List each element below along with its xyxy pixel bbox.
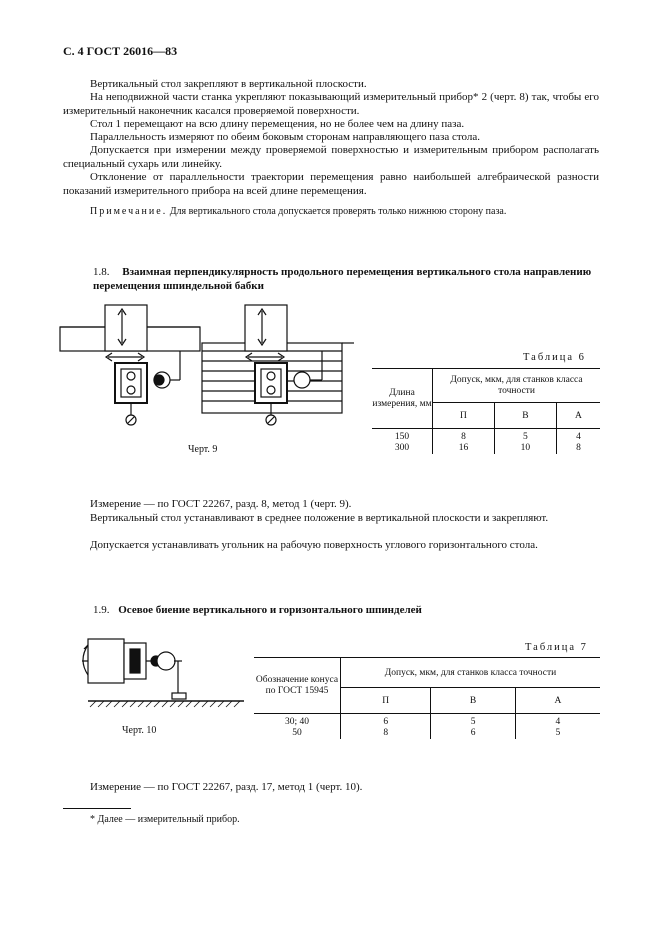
figure-9-drawing [60,305,360,440]
class-header: А [556,403,600,429]
figure-10-drawing [74,635,249,720]
table-cell: 6 [341,714,431,728]
table-cell: 8 [576,443,581,453]
paragraph: Допускается при измерении между проверяемой поверхностью и измерительным прибором располагать специальный сухарь или линейку. [63,144,599,170]
paragraph: Стол 1 перемещают на всю длину перемещения, но не более чем на длину паза. [90,118,465,130]
table-cell: 300 [372,442,433,454]
section-number: 1.9. [93,604,110,616]
table-row [254,727,600,739]
table-cell: 16 [433,442,495,454]
paragraph: Измерение — по ГОСТ 22267, разд. 8, метод 1 (черт. 9). [90,498,352,510]
section-heading-1-9 [93,604,599,618]
table-cell: 5 [494,429,556,443]
table-header-length: Длина измерения, мм [372,369,433,429]
table-row [372,429,600,443]
table-cell: 10 [494,442,556,454]
table-cell: 4 [555,717,561,727]
table-6 [372,368,600,454]
paragraph: Измерение — по ГОСТ 22267, разд. 17, метод 1 (черт. 10). [90,781,363,793]
page-header: С. 4 ГОСТ 26016—83 [63,44,178,58]
section-title: Взаимная перпендикулярность продольного перемещения вертикального стола направлению перемещения шпиндельной бабки [93,266,592,292]
table-cell: 5 [555,728,561,738]
section-title: Осевое биение вертикального и горизонтального шпинделей [118,604,422,616]
paragraph: Отклонение от параллельности траектории перемещения равно наибольшей алгебраической разности показаний измерительного прибора на всей длине перемещения. [63,171,599,197]
paragraph: На неподвижной части станка укрепляют показывающий измерительный прибор* 2 (черт. 8) так, чтобы его измерительный наконечник касался проверяемой поверхности. [63,91,599,117]
table-7-caption: Таблица 7 [525,642,588,653]
table-7 [254,657,600,739]
table-cell: 150 [372,429,433,443]
note-text: Для вертикального стола допускается проверять только нижнюю сторону паза. [169,206,507,217]
table-header-tolerance: Допуск, мкм, для станков класса точности [341,658,601,688]
note-label: Примечание. [90,206,168,217]
section-heading-1-8 [93,266,599,293]
paragraph: Параллельность измеряют по обеим боковым сторонам направляющего паза стола. [90,131,480,143]
table-cell: 8 [433,429,495,443]
class-header: В [494,403,556,429]
footnote: * Далее — измерительный прибор. [90,814,240,825]
note [90,206,506,217]
table-row [372,442,600,454]
table-row [254,714,600,728]
table-cell: 5 [431,714,515,728]
class-header: П [433,403,495,429]
figure-10-caption: Черт. 10 [122,725,157,736]
table-6-caption: Таблица 6 [523,352,586,363]
figure-9-caption: Черт. 9 [188,444,218,455]
table-cell: 50 [254,727,341,739]
class-header: В [431,688,515,714]
footnote-rule [63,808,131,809]
table-header-cone: Обозначение конуса по ГОСТ 15945 [254,658,341,714]
table-cell: 6 [431,727,515,739]
table-cell: 30; 40 [254,714,341,728]
table-cell: 4 [576,432,581,442]
class-header: А [515,688,600,714]
table-cell: 8 [341,727,431,739]
paragraph: Вертикальный стол устанавливают в среднее положение в вертикальной плоскости и закрепляют. [90,512,549,524]
class-header: П [341,688,431,714]
section-number: 1.8. [93,266,110,278]
table-header-tolerance: Допуск, мкм, для станков класса точности [433,369,601,403]
paragraph: Вертикальный стол закрепляют в вертикальной плоскости. [90,78,367,90]
paragraph: Допускается устанавливать угольник на рабочую поверхность углового горизонтального стола. [90,539,538,551]
